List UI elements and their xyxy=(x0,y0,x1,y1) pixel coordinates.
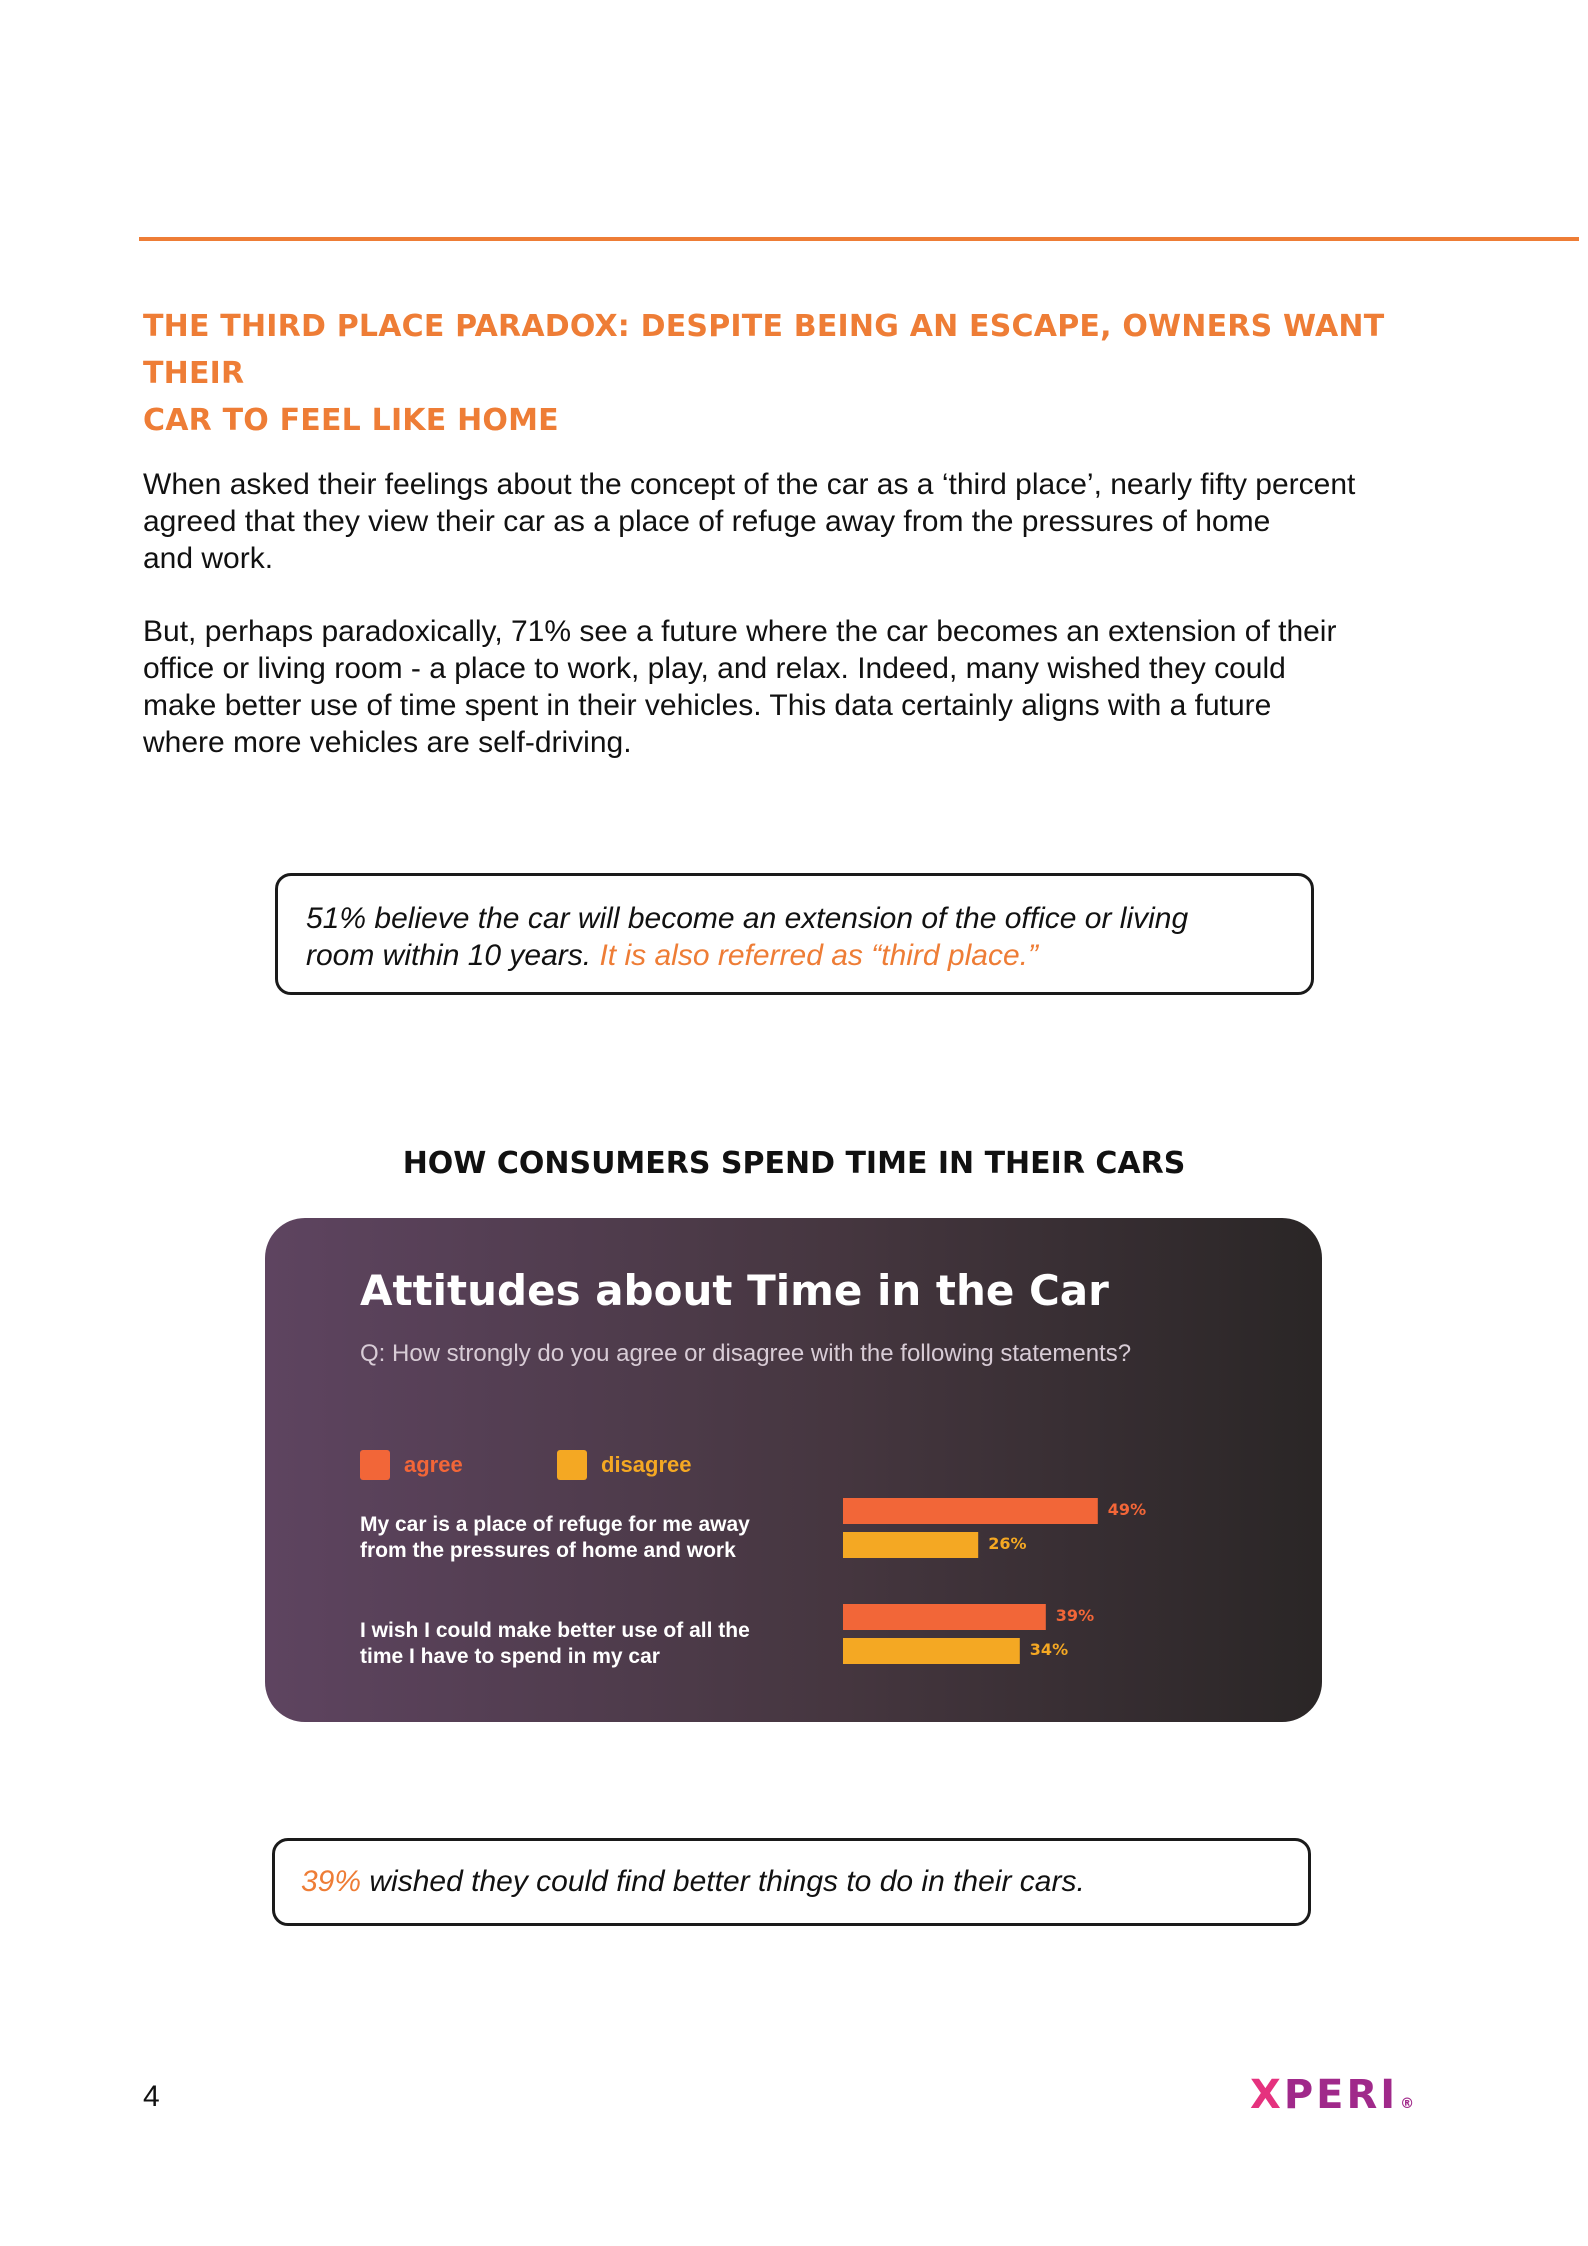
legend-disagree xyxy=(557,1450,692,1480)
bar-disagree-1 xyxy=(843,1532,978,1558)
page-number: 4 xyxy=(143,2080,160,2113)
paragraph-2-line: make better use of time spent in their vehicles. This data certainly aligns with a future xyxy=(143,689,1272,722)
category-label-refuge xyxy=(360,1512,790,1564)
bar-agree-1 xyxy=(843,1498,1098,1524)
header-rule xyxy=(139,237,1579,241)
callout-1-line-2 xyxy=(306,937,1283,974)
paragraph-2-line: office or living room - a place to work, play, and relax. Indeed, many wished they could xyxy=(143,652,1286,685)
bar-agree-2 xyxy=(843,1604,1046,1630)
category-label-better-use xyxy=(360,1618,790,1670)
category-label-line: My car is a place of refuge for me away xyxy=(360,1513,750,1536)
callout-2-highlight: 39% xyxy=(301,1865,362,1898)
chart-subtitle: Q: How strongly do you agree or disagree with the following statements? xyxy=(360,1340,1132,1367)
paragraph-2 xyxy=(143,613,1473,761)
paragraph-1 xyxy=(143,466,1473,577)
section-title: HOW CONSUMERS SPEND TIME IN THEIR CARS xyxy=(402,1146,1186,1181)
category-label-line: time I have to spend in my car xyxy=(360,1645,660,1668)
callout-1-highlight: It is also referred as “third place.” xyxy=(599,939,1038,972)
xperi-logo xyxy=(1250,2072,1417,2118)
heading-line-1: THE THIRD PLACE PARADOX: DESPITE BEING AN ESCAPE, OWNERS WANT THEIR xyxy=(143,309,1385,391)
bar-chart xyxy=(843,1498,1303,1678)
data-label-agree-1: 49% xyxy=(1107,1500,1147,1519)
legend-agree-label: agree xyxy=(404,1452,463,1477)
legend-agree-swatch xyxy=(360,1450,390,1480)
callout-1-line-1: 51% believe the car will become an extension of the office or living xyxy=(306,902,1189,935)
callout-third-place xyxy=(275,873,1314,995)
chart-card xyxy=(265,1218,1322,1722)
paragraph-2-line: But, perhaps paradoxically, 71% see a future where the car becomes an extension of their xyxy=(143,615,1337,648)
chart-title: Attitudes about Time in the Car xyxy=(360,1266,1109,1315)
logo-x: X xyxy=(1250,2072,1284,2118)
callout-1-text: room within 10 years. xyxy=(306,939,592,972)
legend-disagree-label: disagree xyxy=(601,1452,692,1477)
data-label-agree-2: 39% xyxy=(1055,1606,1095,1625)
paragraph-1-line: agreed that they view their car as a place of refuge away from the pressures of home xyxy=(143,505,1271,538)
category-label-line: from the pressures of home and work xyxy=(360,1539,736,1562)
legend-disagree-swatch xyxy=(557,1450,587,1480)
page-heading xyxy=(143,303,1443,444)
paragraph-1-line: and work. xyxy=(143,542,274,575)
logo-registered-mark: ® xyxy=(1400,2096,1418,2112)
data-label-disagree-1: 26% xyxy=(988,1534,1027,1553)
logo-text: PERI xyxy=(1283,2072,1399,2118)
paragraph-1-line: When asked their feelings about the concept of the car as a ‘third place’, nearly fifty percent xyxy=(143,468,1356,501)
legend-agree xyxy=(360,1450,463,1480)
bar-disagree-2 xyxy=(843,1638,1020,1664)
callout-better-things xyxy=(272,1838,1311,1926)
data-label-disagree-2: 34% xyxy=(1029,1640,1069,1659)
category-label-line: I wish I could make better use of all the xyxy=(360,1619,750,1642)
callout-2-text: wished they could find better things to do in their cars. xyxy=(369,1865,1085,1898)
heading-line-2: CAR TO FEEL LIKE HOME xyxy=(143,403,559,438)
paragraph-2-line: where more vehicles are self-driving. xyxy=(143,726,632,759)
